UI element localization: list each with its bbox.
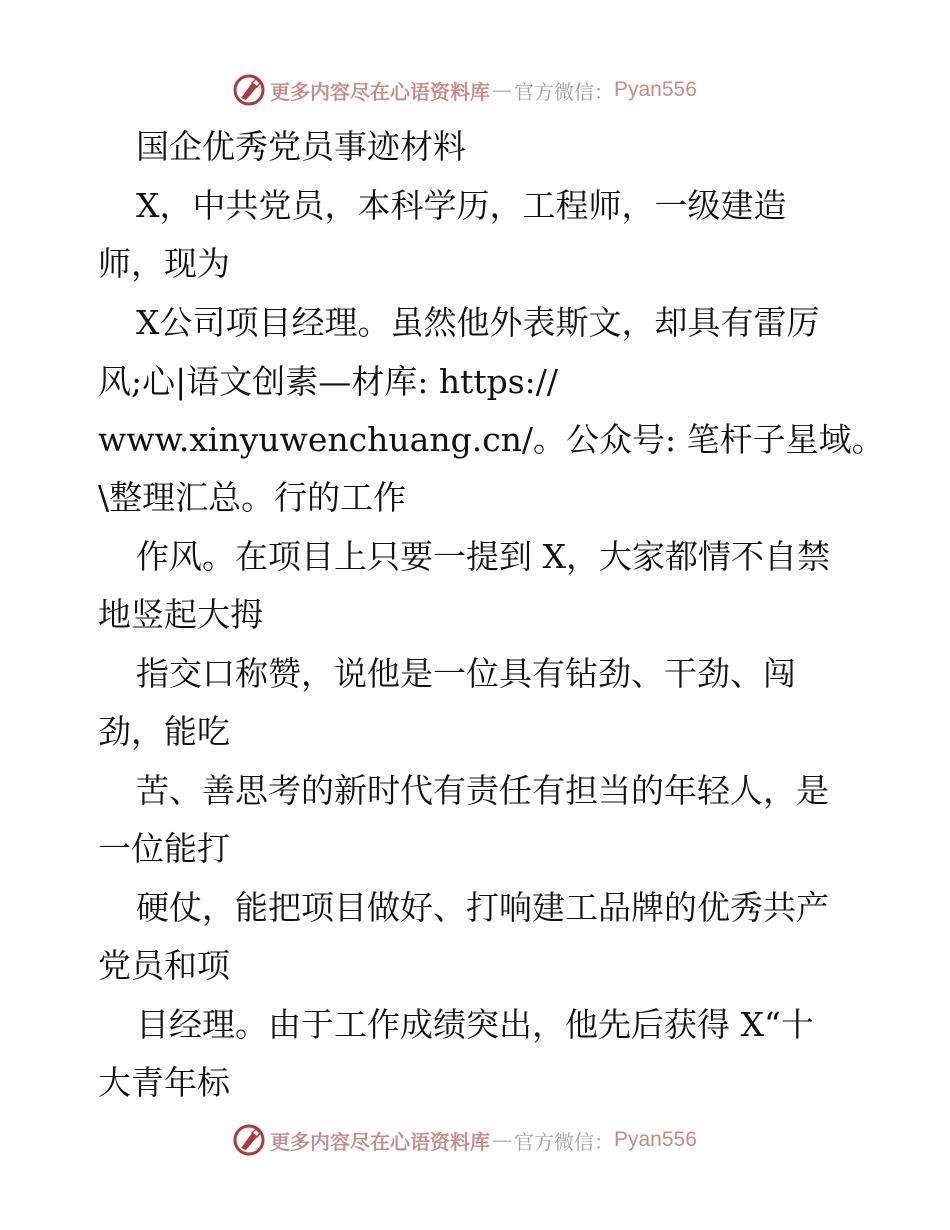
pen-nib-logo-icon (232, 73, 266, 107)
text-line: \整理汇总。行的工作 (98, 478, 407, 517)
text-line: 劲，能吃 (98, 712, 230, 751)
text-line: 师，现为 (98, 244, 230, 283)
text-line: 目经理。由于工作成绩突出，他先后获得 X“十 (136, 1005, 814, 1044)
text-line: 指交口称赞，说他是一位具有钻劲、干劲、闯 (136, 654, 796, 693)
header-banner (232, 71, 752, 109)
banner-wechat-label: 官方微信： (514, 1129, 614, 1154)
text-line: 硬仗，能把项目做好、打响建工品牌的优秀共产 (136, 888, 829, 927)
footer-banner (232, 1121, 752, 1159)
banner-text: 更多内容尽在心语资料库 (270, 1129, 490, 1154)
banner-wechat-id: Pyan556 (614, 1128, 697, 1151)
banner-wechat-label: 官方微信： (514, 79, 614, 104)
banner-dash: — (492, 1128, 512, 1152)
text-line: www.xinyuwenchuang.cn/。公众号: 笔杆子星域。 (98, 420, 885, 459)
text-line: 作风。在项目上只要一提到 X，大家都情不自禁 (136, 537, 830, 576)
text-line: 苦、善思考的新时代有责任有担当的年轻人，是 (136, 771, 829, 810)
text-line: X公司项目经理。虽然他外表斯文，却具有雷厉 (136, 303, 820, 342)
text-line: X，中共党员，本科学历，工程师，一级建造 (136, 186, 787, 225)
text-line: 党员和项 (98, 946, 230, 985)
text-line: 大青年标 (98, 1063, 230, 1102)
text-line: 一位能打 (98, 829, 230, 868)
pen-nib-logo-icon (232, 1123, 266, 1157)
banner-text: 更多内容尽在心语资料库 (270, 79, 490, 104)
banner-dash: — (492, 78, 512, 102)
document-title: 国企优秀党员事迹材料 (136, 127, 466, 166)
banner-wechat-id: Pyan556 (614, 78, 697, 101)
text-line: 地竖起大拇 (98, 595, 263, 634)
text-line: 风;心|语文创素—材库: https:// (98, 362, 559, 401)
